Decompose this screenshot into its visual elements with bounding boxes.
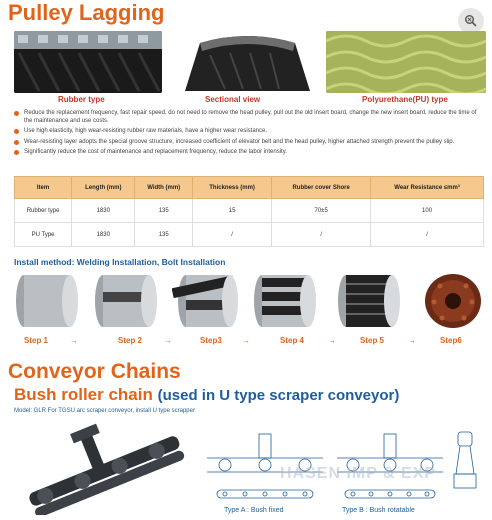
rubber-type-photo [14, 31, 162, 93]
bullet-icon [14, 111, 19, 116]
table-cell: 1830 [72, 223, 135, 247]
table-cell: / [272, 223, 371, 247]
section-title-chains: Conveyor Chains [8, 360, 181, 383]
table-cell: 15 [193, 199, 272, 223]
arrow-right-icon: → [328, 336, 336, 345]
subtitle-bush-roller-chain: Bush roller chain (used in U type scraper conveyor) [14, 385, 400, 404]
list-item: Reduce the replacement frequency, fast repair speed, do not need to remove the head pulley, pull out the old insert board, change the new insert board, reduce the time of the maintenance and use costs. [14, 110, 486, 125]
section-title-pulley: Pulley Lagging [8, 0, 165, 25]
arrow-right-icon: → [164, 336, 172, 345]
caption-sectional-view: Sectional view [205, 95, 261, 104]
arrow-right-icon: → [70, 336, 78, 345]
step-label: Step 2 [118, 336, 143, 345]
polyurethane-type-photo [326, 31, 486, 93]
sectional-view-photo [175, 31, 320, 93]
table-cell: / [371, 223, 484, 247]
spec-table [14, 176, 484, 247]
bullet-icon [14, 140, 19, 145]
step-2-image [93, 272, 159, 330]
caption-pu-type: Polyurethane(PU) type [362, 95, 448, 104]
step-6-image [420, 272, 486, 330]
list-item: Wear-resisting layer adopts the special groove structure, increased coefficient of elevator belt and the head pulley, higher attached strength prevent the pulley slip. [14, 139, 486, 147]
caption-rubber-type: Rubber type [58, 95, 105, 104]
step-label: Step 5 [360, 336, 385, 345]
step-label: Step6 [440, 336, 462, 345]
arrow-right-icon: → [242, 336, 250, 345]
col-header: Width (mm) [135, 177, 193, 199]
bullet-icon [14, 129, 19, 134]
col-header: Rubber cover Shore [272, 177, 371, 199]
table-cell: Rubber type [15, 199, 72, 223]
col-header: Length (mm) [72, 177, 135, 199]
table-row [15, 223, 484, 247]
col-header: Thickness (mm) [193, 177, 272, 199]
chain-photo [14, 420, 194, 515]
step-label: Step 1 [24, 336, 49, 345]
table-cell: 70±5 [272, 199, 371, 223]
step-label: Step 4 [280, 336, 305, 345]
arrow-right-icon: → [408, 336, 416, 345]
col-header: Item [15, 177, 72, 199]
table-header-row [15, 177, 484, 199]
install-method-title: Install method: Welding Installation, Bolt Installation [14, 257, 226, 267]
table-cell: 135 [135, 199, 193, 223]
table-cell: 1830 [72, 199, 135, 223]
step-1-image [14, 272, 80, 330]
table-cell: 100 [371, 199, 484, 223]
table-cell: 135 [135, 223, 193, 247]
watermark: HASEN IMP & EXP [280, 465, 437, 482]
table-row [15, 199, 484, 223]
model-note: Model: GLR For TGSU arc scraper conveyor, install U type scrapper [14, 408, 195, 414]
col-header: Wear Resistance ≤mm³ [371, 177, 484, 199]
type-b-caption: Type B : Bush rotatable [342, 507, 415, 514]
feature-list [14, 110, 486, 160]
side-link-diagram [448, 428, 484, 508]
table-cell: / [193, 223, 272, 247]
type-a-caption: Type A : Bush fixed [224, 507, 284, 514]
step-5-image [336, 272, 402, 330]
step-label: Step3 [200, 336, 222, 345]
step-3-image [172, 272, 238, 330]
search-close-icon [464, 14, 478, 28]
list-item: Use high elasticity, high wear-resisting rubber raw materials, have a higher wear resistance. [14, 128, 486, 136]
bullet-icon [14, 150, 19, 155]
table-cell: PU Type [15, 223, 72, 247]
step-4-image [252, 272, 318, 330]
subtitle-usage: (used in U type scraper conveyor) [157, 387, 400, 404]
list-item: Significantly reduce the cost of maintenance and replacement frequency, reduce the labor intensity. [14, 149, 486, 157]
